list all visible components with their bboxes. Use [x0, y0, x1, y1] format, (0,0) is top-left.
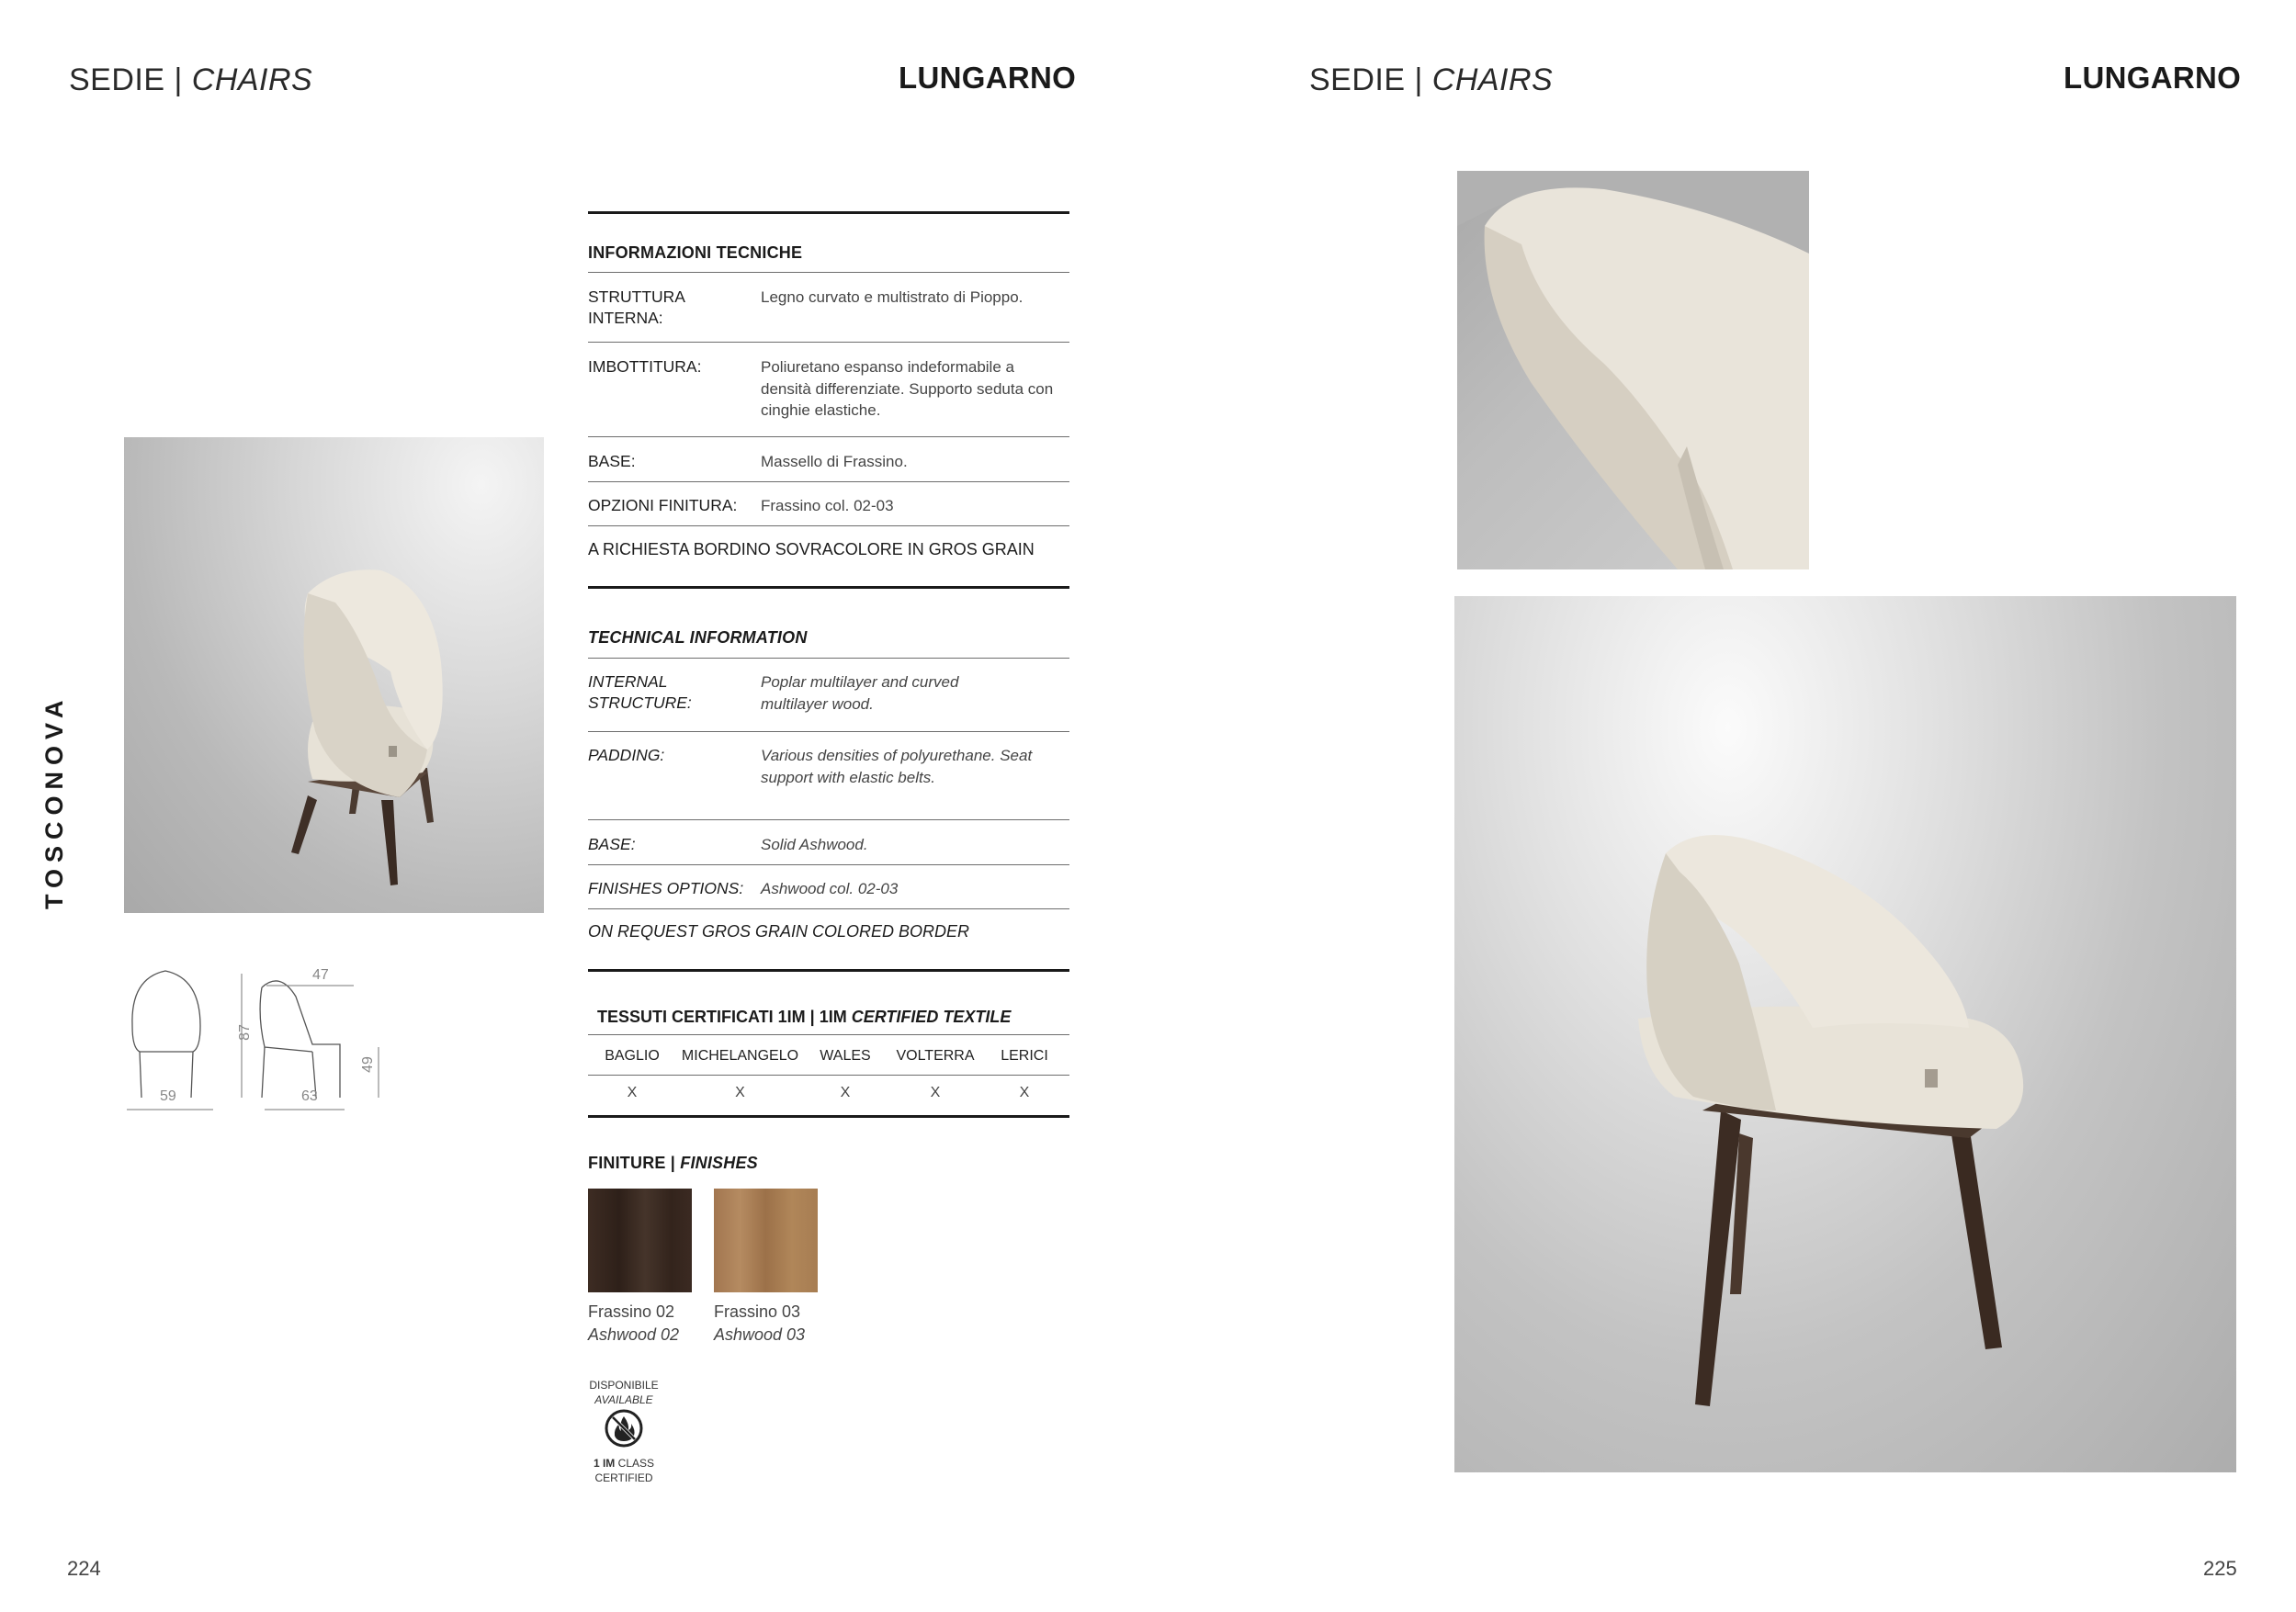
badge-available-it: DISPONIBILE — [589, 1379, 659, 1392]
finish-name-en: Ashwood 03 — [714, 1325, 806, 1344]
dim-depth: 63 — [301, 1088, 318, 1104]
textile-mark: X — [627, 1085, 638, 1100]
finish-swatch-ashwood-02 — [588, 1189, 692, 1292]
spec-value: Various densities of polyurethane. Seat support with elastic belts. — [761, 747, 1033, 786]
badge-class-bold: 1 IM — [593, 1457, 616, 1470]
product-title-right: LUNGARNO — [2064, 61, 2242, 95]
fire-class-icon — [604, 1408, 644, 1449]
tech-en-title: TECHNICAL INFORMATION — [588, 628, 808, 647]
finishes-title-en: FINISHES — [680, 1154, 758, 1172]
dim-height: 87 — [236, 1024, 253, 1041]
textile-mark: X — [735, 1085, 745, 1100]
chair-illustration — [124, 437, 544, 913]
spec-note: ON REQUEST GROS GRAIN COLORED BORDER — [588, 922, 970, 941]
page-number-right: 225 — [2203, 1557, 2237, 1580]
chair-closeup-illustration — [1457, 171, 1809, 569]
divider — [588, 436, 1069, 437]
divider — [588, 1075, 1069, 1076]
category-en: CHAIRS — [191, 62, 313, 97]
product-photo-large — [1454, 596, 2236, 1472]
finish-swatch-ashwood-03 — [714, 1189, 818, 1292]
textile-name: WALES — [820, 1048, 871, 1064]
divider — [588, 969, 1069, 972]
finish-name-it: Frassino 02 — [588, 1302, 675, 1321]
textile-mark: X — [930, 1085, 941, 1100]
divider — [588, 211, 1069, 214]
spec-value: Massello di Frassino. — [761, 453, 908, 470]
category-heading-right — [1309, 62, 1553, 98]
textile-name: MICHELANGELO — [681, 1048, 799, 1064]
category-heading-left — [69, 62, 312, 98]
spec-value: Legno curvato e multistrato di Pioppo. — [761, 288, 1024, 306]
product-photo-closeup — [1457, 171, 1809, 569]
spec-label: BASE: — [588, 835, 636, 853]
divider — [588, 658, 1069, 659]
finishes-title-it: FINITURE | — [588, 1154, 676, 1172]
chair-large-illustration — [1454, 596, 2236, 1472]
spec-value: Poliuretano espanso indeformabile a densità differenziate. Supporto seduta con cinghie elastiche. — [761, 358, 1054, 419]
divider — [588, 1115, 1069, 1118]
brand-name: TOSCONOVA — [40, 693, 68, 909]
divider — [588, 731, 1069, 732]
category-it: SEDIE | — [69, 62, 183, 97]
textiles-title — [597, 1008, 1011, 1027]
divider — [588, 864, 1069, 865]
textiles-title-en: CERTIFIED TEXTILE — [851, 1008, 1012, 1026]
spec-label: STRUTTURA INTERNA: — [588, 287, 684, 327]
finish-label — [588, 1301, 679, 1347]
product-photo-small — [124, 437, 544, 913]
spec-label: IMBOTTITURA: — [588, 357, 702, 376]
finish-label — [714, 1301, 805, 1347]
badge-class — [569, 1457, 679, 1470]
spec-label: INTERNAL STRUCTURE: — [588, 672, 692, 712]
divider — [588, 272, 1069, 273]
finishes-title — [588, 1154, 758, 1173]
category-en: CHAIRS — [1431, 62, 1554, 97]
spec-value: Frassino col. 02-03 — [761, 497, 894, 514]
divider — [588, 481, 1069, 482]
spec-note: A RICHIESTA BORDINO SOVRACOLORE IN GROS GRAIN — [588, 540, 1035, 558]
dim-seat-height: 49 — [359, 1056, 376, 1073]
badge-available-en: AVAILABLE — [594, 1393, 653, 1406]
textiles-title-it: TESSUTI CERTIFICATI 1IM | 1IM — [597, 1008, 847, 1026]
finish-name-it: Frassino 03 — [714, 1302, 801, 1321]
dim-arm-depth: 47 — [312, 967, 329, 983]
textile-name: VOLTERRA — [896, 1048, 975, 1064]
divider — [588, 525, 1069, 526]
divider — [588, 908, 1069, 909]
tech-it-title: INFORMAZIONI TECNICHE — [588, 243, 803, 262]
page-number-left: 224 — [67, 1557, 101, 1580]
spec-value: Ashwood col. 02-03 — [761, 880, 899, 897]
spec-label: BASE: — [588, 452, 636, 470]
category-it: SEDIE | — [1309, 62, 1423, 97]
textile-name: LERICI — [1001, 1048, 1048, 1064]
divider — [588, 342, 1069, 343]
spec-value: Solid Ashwood. — [761, 836, 868, 853]
divider — [588, 819, 1069, 820]
divider — [588, 1034, 1069, 1035]
spec-label: OPZIONI FINITURA: — [588, 496, 738, 514]
badge-class-text: CLASS — [617, 1457, 655, 1470]
textile-name: BAGLIO — [605, 1048, 660, 1064]
spec-value: Poplar multilayer and curved multilayer wood. — [761, 673, 959, 713]
dimension-drawing — [119, 960, 395, 1125]
product-title-left: LUNGARNO — [899, 61, 1077, 95]
badge-certified: CERTIFIED — [594, 1471, 653, 1484]
dim-width: 59 — [160, 1088, 176, 1104]
spec-label: FINISHES OPTIONS: — [588, 879, 744, 897]
spec-label: PADDING: — [588, 746, 665, 764]
textile-mark: X — [840, 1085, 851, 1100]
finish-name-en: Ashwood 02 — [588, 1325, 680, 1344]
divider — [588, 586, 1069, 589]
textile-mark: X — [1019, 1085, 1030, 1100]
